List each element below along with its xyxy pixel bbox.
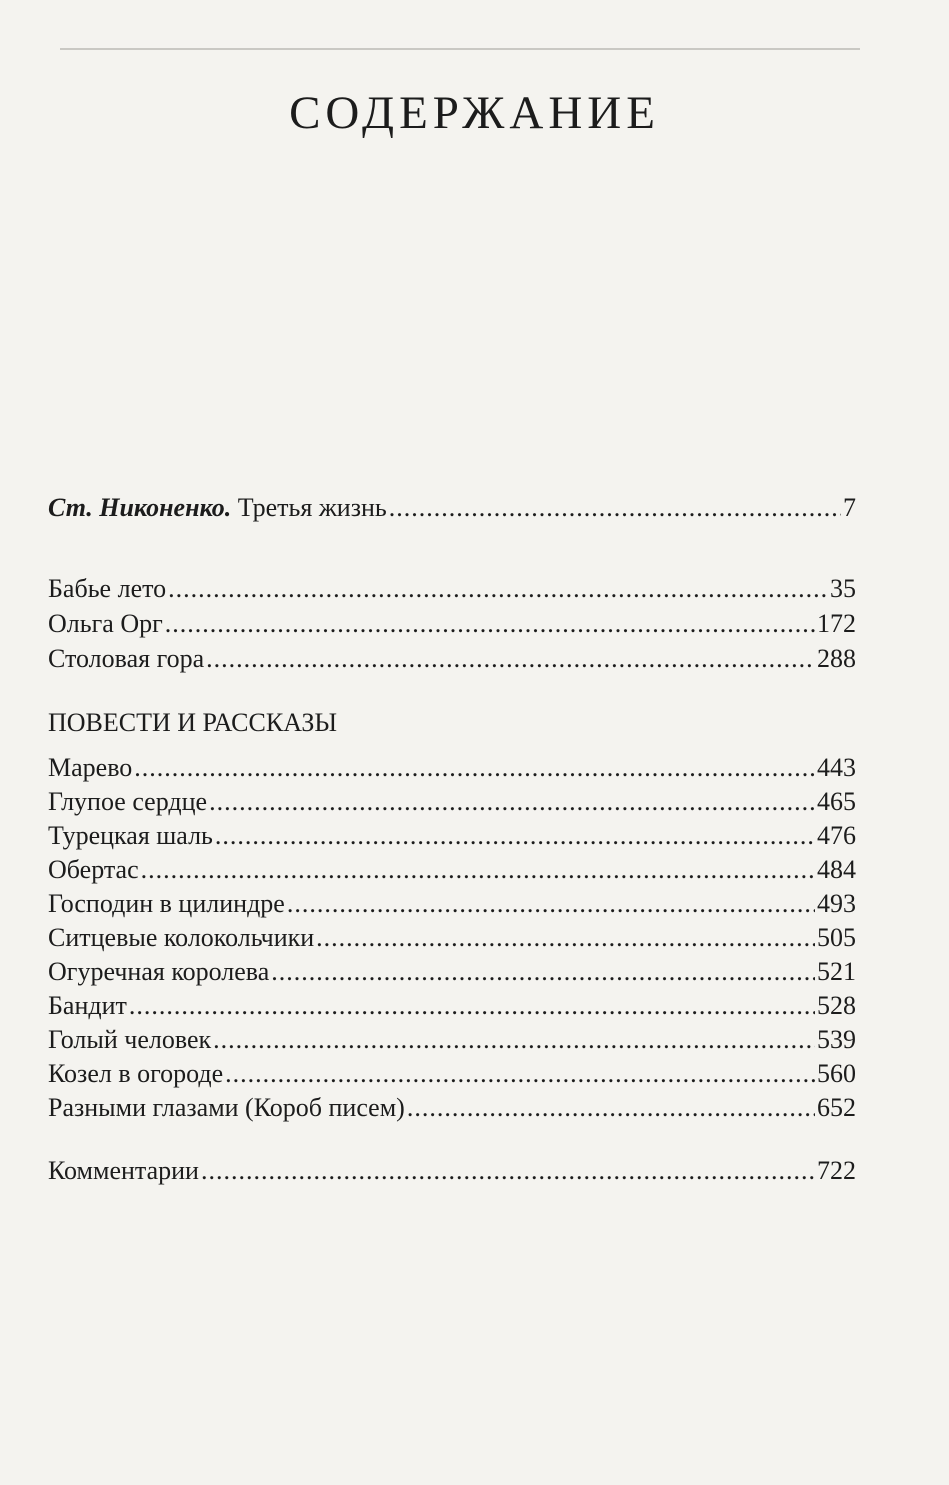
leader-dots (316, 921, 815, 955)
toc-entry-page: 521 (817, 957, 856, 986)
leader-dots (287, 887, 815, 921)
toc-entry-label: Ситцевые колокольчики (48, 923, 315, 952)
toc-entry-label: Разными глазами (Короб писем) (48, 1093, 405, 1122)
toc-entry (48, 887, 856, 921)
leader-dots (213, 1023, 815, 1057)
leader-dots (141, 853, 815, 887)
leader-dots (225, 1057, 815, 1091)
top-rule (60, 48, 860, 50)
toc-entry-page: 35 (830, 574, 856, 603)
toc-entry (48, 853, 856, 887)
toc-entry-label: Бабье лето (48, 574, 167, 603)
toc-entry (48, 642, 856, 676)
leader-dots (407, 1091, 815, 1125)
toc-entry-label: Комментарии (48, 1156, 199, 1185)
toc-entry (48, 921, 856, 955)
toc-entry (48, 785, 856, 819)
leader-dots (206, 642, 815, 676)
toc-entry-page: 505 (817, 923, 856, 952)
page-title: СОДЕРЖАНИЕ (289, 87, 660, 139)
toc-entry-label: Марево (48, 753, 133, 782)
toc-entry (48, 819, 856, 853)
toc-entry-label: Голый человек (48, 1025, 212, 1054)
toc-entry-page: 528 (817, 991, 856, 1020)
leader-dots (129, 989, 815, 1023)
toc-entry (48, 989, 856, 1023)
toc-entry-author: Ст. Никоненко. (48, 493, 232, 522)
toc-entry-page: 539 (817, 1025, 856, 1054)
toc-entry-page: 722 (817, 1156, 856, 1185)
toc-entry-label: Козел в огороде (48, 1059, 224, 1088)
leader-dots (389, 491, 841, 525)
toc-entry-page: 443 (817, 753, 856, 782)
toc-entry-label: Турецкая шаль (48, 821, 213, 850)
toc-entry-page: 652 (817, 1093, 856, 1122)
toc-entry-page: 172 (817, 609, 856, 638)
toc-entry-label: Обертас (48, 855, 139, 884)
leader-dots (201, 1154, 815, 1188)
toc-entry (48, 955, 856, 989)
toc-entry-page: 465 (817, 787, 856, 816)
toc-entry-label: Ольга Орг (48, 609, 163, 638)
leader-dots (215, 819, 815, 853)
toc-entry-page: 560 (817, 1059, 856, 1088)
leader-dots (271, 955, 815, 989)
toc-entry-label: Столовая гора (48, 644, 205, 673)
toc-entry-label: Бандит (48, 991, 127, 1020)
toc-entry-page: 484 (817, 855, 856, 884)
leader-dots (134, 751, 815, 785)
toc-entry-intro (48, 491, 856, 525)
leader-dots (168, 572, 828, 606)
toc-entry-label: Огуречная королева (48, 957, 270, 986)
toc-entry-title: Третья жизнь (231, 493, 387, 522)
toc-entry (48, 607, 856, 641)
toc-entry-page: 476 (817, 821, 856, 850)
toc-entry (48, 1057, 856, 1091)
toc-entry-label: Господин в цилиндре (48, 889, 285, 918)
toc-entry (48, 1023, 856, 1057)
section-heading: ПОВЕСТИ И РАССКАЗЫ (48, 708, 338, 737)
toc-entry (48, 1091, 856, 1125)
leader-dots (165, 607, 815, 641)
toc-entry-comments (48, 1154, 856, 1188)
toc-entry-page: 7 (843, 493, 856, 522)
leader-dots (209, 785, 815, 819)
toc-entry-label: Глупое сердце (48, 787, 208, 816)
toc-entry-label (48, 491, 387, 525)
toc-entry-page: 493 (817, 889, 856, 918)
toc-entry (48, 751, 856, 785)
toc-entry-page: 288 (817, 644, 856, 673)
toc-entry (48, 572, 856, 606)
